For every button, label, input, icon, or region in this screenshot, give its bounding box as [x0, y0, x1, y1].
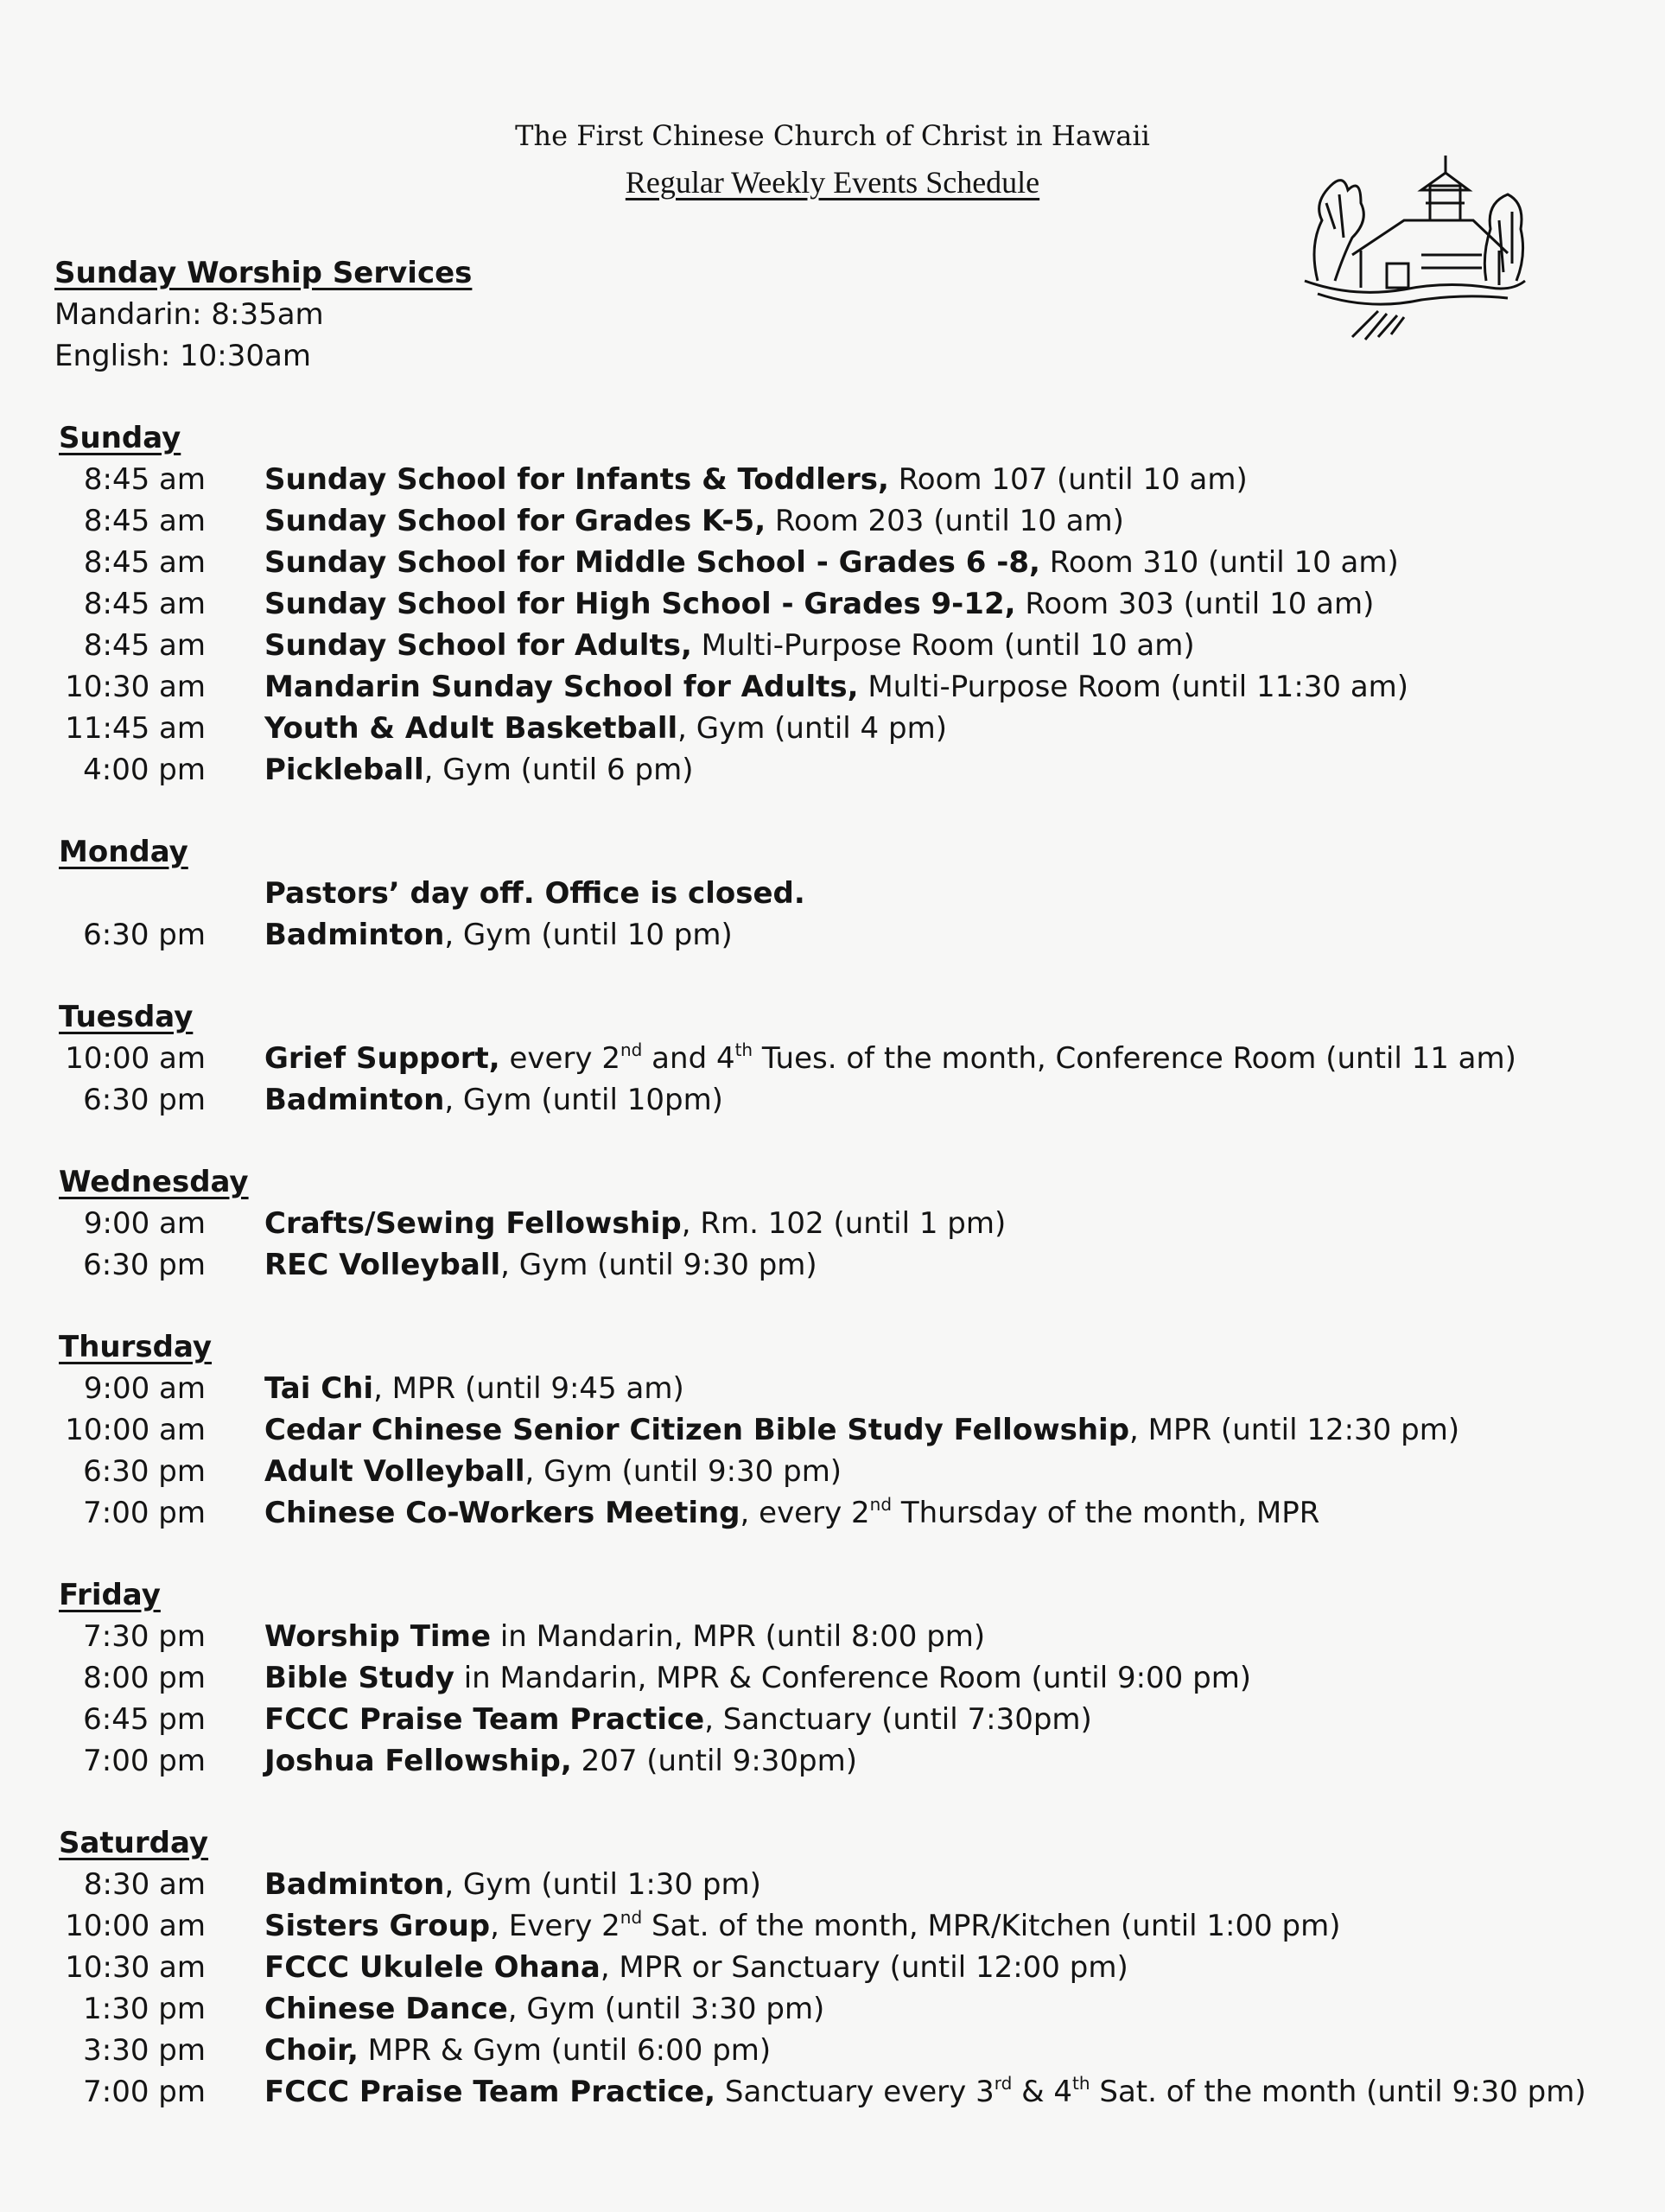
event-row [59, 1203, 1640, 1244]
event-title: Tai Chi [264, 1371, 374, 1406]
event-description [264, 1988, 824, 2030]
event-time: 7:00 pm [83, 2075, 206, 2109]
day-heading: Monday [59, 835, 188, 869]
event-detail: Multi-Purpose Room (until 11:30 am) [858, 670, 1409, 704]
event-description [264, 459, 1248, 500]
event-row [59, 500, 1640, 542]
event-detail: Sanctuary every 3 [715, 2075, 995, 2109]
event-row [59, 1988, 1640, 2030]
event-time [59, 873, 264, 914]
ordinal-suffix: th [734, 1039, 753, 1060]
event-row [59, 1864, 1640, 1905]
day-section-wednesday [59, 1161, 1640, 1286]
mandarin-service-time: Mandarin: 8:35am [54, 297, 324, 332]
schedule-title: Regular Weekly Events Schedule [625, 165, 1040, 200]
event-description [264, 2030, 771, 2071]
event-description [264, 1657, 1251, 1699]
event-detail: Sat. of the month, MPR/Kitchen (until 1:00 pm) [642, 1909, 1341, 1943]
day-section-friday [59, 1574, 1640, 1782]
event-time: 9:00 am [83, 1206, 206, 1241]
church-name: The First Chinese Church of Christ in Hawaii [515, 119, 1150, 152]
event-title: Chinese Dance [264, 1992, 508, 2026]
event-detail: , Gym (until 4 pm) [677, 711, 947, 746]
event-row [59, 873, 1640, 914]
event-time: 6:30 pm [83, 1454, 206, 1489]
event-time: 7:30 pm [83, 1619, 206, 1654]
event-time: 10:00 am [65, 1413, 206, 1447]
event-row [59, 2071, 1640, 2113]
event-title: Badminton [264, 1867, 445, 1902]
event-detail: 207 (until 9:30pm) [571, 1744, 858, 1778]
event-title: Badminton [264, 918, 445, 952]
event-time: 3:30 pm [83, 2033, 206, 2068]
event-row [59, 459, 1640, 500]
event-title: Chinese Co-Workers Meeting [264, 1496, 740, 1530]
event-detail: Room 303 (until 10 am) [1015, 587, 1375, 621]
event-title: Bible Study [264, 1661, 454, 1695]
event-time: 6:45 pm [83, 1702, 206, 1737]
event-description [264, 1368, 684, 1409]
event-time: 8:30 am [83, 1867, 206, 1902]
event-detail: , every 2 [740, 1496, 870, 1530]
event-detail: , Gym (until 10 pm) [444, 918, 733, 952]
event-title: FCCC Praise Team Practice [264, 1702, 705, 1737]
day-section-sunday [59, 417, 1640, 791]
event-description [264, 749, 693, 791]
event-title: Sunday School for Infants & Toddlers, [264, 462, 889, 497]
day-heading: Friday [59, 1578, 161, 1612]
event-detail: in Mandarin, MPR (until 8:00 pm) [491, 1619, 986, 1654]
event-description [264, 1699, 1092, 1740]
event-description [264, 1616, 985, 1657]
event-title: Sunday School for Middle School - Grades 6 -8, [264, 545, 1040, 580]
event-time: 11:45 am [65, 711, 206, 746]
event-title: Pickleball [264, 753, 424, 787]
event-time: 10:00 am [65, 1041, 206, 1076]
event-title: Pastors’ day off. Office is closed. [264, 876, 805, 911]
event-row [59, 2030, 1640, 2071]
day-section-thursday [59, 1326, 1640, 1534]
event-row [59, 749, 1640, 791]
event-time: 8:00 pm [83, 1661, 206, 1695]
event-time: 1:30 pm [83, 1992, 206, 2026]
event-time: 6:30 pm [83, 1248, 206, 1282]
event-time: 7:00 pm [83, 1496, 206, 1530]
english-service-time: English: 10:30am [54, 339, 311, 373]
event-detail: Multi-Purpose Room (until 10 am) [691, 628, 1195, 663]
event-description [264, 1038, 1516, 1079]
event-description [264, 625, 1195, 666]
event-title: Crafts/Sewing Fellowship [264, 1206, 682, 1241]
event-title: Joshua Fellowship, [264, 1744, 572, 1778]
event-row [59, 1492, 1640, 1534]
event-detail: , Gym (until 10pm) [444, 1083, 723, 1117]
event-description [264, 708, 947, 749]
day-section-monday [59, 831, 1640, 956]
event-detail: in Mandarin, MPR & Conference Room (until 9:00 pm) [454, 1661, 1252, 1695]
event-row [59, 1699, 1640, 1740]
event-description [264, 1905, 1341, 1947]
event-detail: , Gym (until 9:30 pm) [500, 1248, 817, 1282]
event-description [264, 2071, 1586, 2113]
event-detail: and 4 [642, 1041, 735, 1076]
event-time: 6:30 pm [83, 918, 206, 952]
event-row [59, 1657, 1640, 1699]
event-row [59, 1244, 1640, 1286]
day-heading: Sunday [59, 421, 181, 455]
event-row [59, 1079, 1640, 1121]
event-time: 8:45 am [83, 545, 206, 580]
event-row [59, 666, 1640, 708]
event-description [264, 914, 733, 956]
event-time: 10:30 am [65, 1950, 206, 1985]
event-title: Adult Volleyball [264, 1454, 525, 1489]
event-time: 8:45 am [83, 587, 206, 621]
event-time: 10:00 am [65, 1909, 206, 1943]
event-row [59, 914, 1640, 956]
event-time: 9:00 am [83, 1371, 206, 1406]
day-section-saturday [59, 1822, 1640, 2113]
event-description [264, 1244, 817, 1286]
ordinal-suffix: rd [994, 2073, 1013, 2094]
event-time: 8:45 am [83, 462, 206, 497]
event-detail: , Gym (until 9:30 pm) [524, 1454, 842, 1489]
event-row [59, 1905, 1640, 1947]
event-title: Badminton [264, 1083, 445, 1117]
ordinal-suffix: th [1072, 2073, 1090, 2094]
event-title: Youth & Adult Basketball [264, 711, 678, 746]
event-detail: , Rm. 102 (until 1 pm) [681, 1206, 1007, 1241]
event-title: Cedar Chinese Senior Citizen Bible Study Fellowship [264, 1413, 1130, 1447]
event-title: Worship Time [264, 1619, 492, 1654]
event-description [264, 583, 1374, 625]
event-description [264, 1947, 1128, 1988]
event-detail: Thursday of the month, MPR [892, 1496, 1320, 1530]
event-row [59, 1409, 1640, 1451]
event-detail: , Gym (until 6 pm) [423, 753, 694, 787]
event-row [59, 1947, 1640, 1988]
event-title: FCCC Ukulele Ohana [264, 1950, 601, 1985]
event-row [59, 1451, 1640, 1492]
ordinal-suffix: nd [869, 1494, 893, 1515]
event-title: Grief Support, [264, 1041, 500, 1076]
day-heading: Tuesday [59, 1000, 194, 1034]
event-row [59, 1616, 1640, 1657]
event-time: 7:00 pm [83, 1744, 206, 1778]
event-detail: MPR & Gym (until 6:00 pm) [358, 2033, 772, 2068]
event-time: 8:45 am [83, 628, 206, 663]
event-title: Choir, [264, 2033, 359, 2068]
event-detail: , Gym (until 1:30 pm) [444, 1867, 761, 1902]
event-row [59, 1740, 1640, 1782]
event-title: Sunday School for Adults, [264, 628, 692, 663]
event-description [264, 500, 1124, 542]
event-title: FCCC Praise Team Practice, [264, 2075, 716, 2109]
event-title: Sisters Group [264, 1909, 491, 1943]
event-title: Sunday School for High School - Grades 9-12, [264, 587, 1016, 621]
event-title: Sunday School for Grades K-5, [264, 504, 766, 538]
event-detail: Tues. of the month, Conference Room (until 11 am) [753, 1041, 1516, 1076]
event-row [59, 583, 1640, 625]
day-heading: Thursday [59, 1330, 213, 1364]
event-description [264, 873, 805, 914]
event-detail: , Sanctuary (until 7:30pm) [704, 1702, 1092, 1737]
ordinal-suffix: nd [620, 1907, 643, 1928]
event-time: 4:00 pm [83, 753, 206, 787]
event-title: REC Volleyball [264, 1248, 501, 1282]
event-row [59, 1038, 1640, 1079]
event-detail: , MPR (until 9:45 am) [373, 1371, 684, 1406]
event-detail: & 4 [1012, 2075, 1073, 2109]
ordinal-suffix: nd [620, 1039, 643, 1060]
event-description [264, 1864, 761, 1905]
event-detail: Sat. of the month (until 9:30 pm) [1090, 2075, 1586, 2109]
event-description [264, 1079, 723, 1121]
event-description [264, 1409, 1459, 1451]
event-detail: Room 203 (until 10 am) [766, 504, 1124, 538]
event-description [264, 542, 1399, 583]
day-section-tuesday [59, 996, 1640, 1121]
event-description [264, 1451, 842, 1492]
event-description [264, 1492, 1319, 1534]
event-description [264, 1203, 1006, 1244]
weekly-schedule [59, 417, 1640, 2153]
worship-title: Sunday Worship Services [54, 256, 473, 290]
sunday-worship-services [54, 252, 472, 377]
event-row [59, 625, 1640, 666]
church-building-illustration [1300, 151, 1529, 341]
event-row [59, 1368, 1640, 1409]
event-detail: Room 310 (until 10 am) [1039, 545, 1399, 580]
event-time: 8:45 am [83, 504, 206, 538]
event-row [59, 708, 1640, 749]
day-heading: Wednesday [59, 1165, 249, 1199]
event-detail: every 2 [499, 1041, 620, 1076]
event-description [264, 666, 1408, 708]
event-time: 6:30 pm [83, 1083, 206, 1117]
event-detail: , MPR or Sanctuary (until 12:00 pm) [600, 1950, 1128, 1985]
day-heading: Saturday [59, 1826, 209, 1860]
event-detail: , Gym (until 3:30 pm) [507, 1992, 825, 2026]
event-title: Mandarin Sunday School for Adults, [264, 670, 859, 704]
event-detail: Room 107 (until 10 am) [888, 462, 1248, 497]
event-detail: , MPR (until 12:30 pm) [1129, 1413, 1460, 1447]
event-time: 10:30 am [65, 670, 206, 704]
event-row [59, 542, 1640, 583]
event-description [264, 1740, 857, 1782]
event-detail: , Every 2 [490, 1909, 620, 1943]
